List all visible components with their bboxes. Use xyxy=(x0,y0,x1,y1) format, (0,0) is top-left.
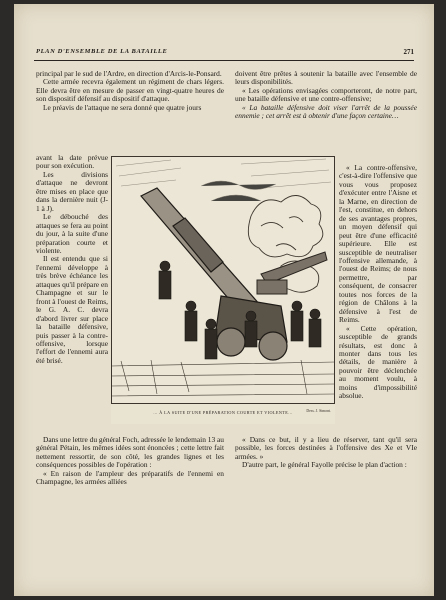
paragraph: Cette armée recevra également un régiment de chars légers. Elle devra être en mesure de passer en vingt-quatre heures de son dispositif défensif au dispositif d'attaque. xyxy=(36,77,224,104)
artillery-illustration xyxy=(111,156,335,404)
paragraph: « La contre-offensive, c'est-à-dire l'offensive que vous vous proposez d'exécuter entre l'Aisne et la Marne, en direction de l'est, constitue, en dehors de ses avantages propres, un moyen défensif qui peut être d'une efficacité supérieure. Elle est susceptible de neutraliser l'offensive allemande, à l'ouest de Reims; de nous permettre, par conséquent, de consacrer toutes nos forces de la région de Châlons à la défensive à l'est de Reims. xyxy=(339,163,417,325)
paragraph: « Les opérations envisagées comporteront, de notre part, une bataille défensive et une contre-offensive; xyxy=(235,85,417,104)
left-column-narrow xyxy=(36,154,108,365)
paragraph: Le préavis de l'attaque ne sera donné que quatre jours xyxy=(43,102,202,112)
paragraph: « Dans ce but, il y a lieu de réserver, tant qu'il sera possible, les forces destinées à l'offensive des Xe et VIe armées. » xyxy=(235,435,417,461)
left-column-bottom xyxy=(36,436,224,487)
paragraph: « En raison de l'ampleur des préparatifs de l'ennemi en Champagne, les armées alliées xyxy=(36,468,224,487)
figure-caption: … À LA SUITE D'UNE PRÉPARATION COURTE ET VIOLENTE… xyxy=(153,410,293,415)
paragraph: Dans une lettre du général Foch, adressée le lendemain 13 au général Pétain, les mêmes idées sont énoncées ; cette lettre fait nettement ressortir, de son côté, les grandes lignes et les conséquences possibles de l'opération : xyxy=(36,435,224,470)
page-number: 271 xyxy=(403,48,414,56)
illustration-figure xyxy=(111,156,335,424)
right-column-narrow xyxy=(339,164,417,401)
figure-credit: Dess. J. Simont. xyxy=(306,409,331,413)
paragraph: Les divisions d'attaque ne devront être mises en place que dans la dernière nuit (J-1 à J). xyxy=(36,169,108,213)
paragraph: « La bataille défensive doit viser l'arrêt de la poussée ennemie ; cet arrêt est à obtenir d'une façon certaine… xyxy=(235,102,417,121)
book-page xyxy=(14,4,434,596)
left-column-top xyxy=(36,70,224,112)
paragraph: « Cette opération, susceptible de grands résultats, est donc à monter dans tous les détails, de manière à pouvoir être déclenchée au moment voulu, à moins d'impossibilité absolue. xyxy=(339,323,417,401)
right-column-top xyxy=(235,70,417,121)
paragraph: Il est entendu que si l'ennemi développe à très brève échéance les attaques qu'il prépare en Champagne et sur le front à l'ouest de Reims, le G. A. C. devra d'abord livrer sur place la bataille défensive, puis passer à la contre-offensive, lorsque l'effort de l'ennemi aura été brisé. xyxy=(36,254,108,365)
page-header xyxy=(34,48,414,61)
paragraph: D'autre part, le général Fayolle précise le plan d'action : xyxy=(242,460,407,470)
paragraph: avant la date prévue pour son exécution. xyxy=(36,153,108,171)
paragraph: doivent être prêtes à soutenir la bataille avec l'ensemble de leurs disponibilités. xyxy=(235,69,417,87)
right-column-bottom xyxy=(235,436,417,470)
paragraph: principal par le sud de l'Ardre, en direction d'Arcis-le-Ponsard. xyxy=(36,69,222,78)
paragraph: Le débouché des attaques se fera au point du jour, à la suite d'une préparation courte et violente. xyxy=(36,212,108,255)
running-head: PLAN D'ENSEMBLE DE LA BATAILLE xyxy=(36,48,168,55)
